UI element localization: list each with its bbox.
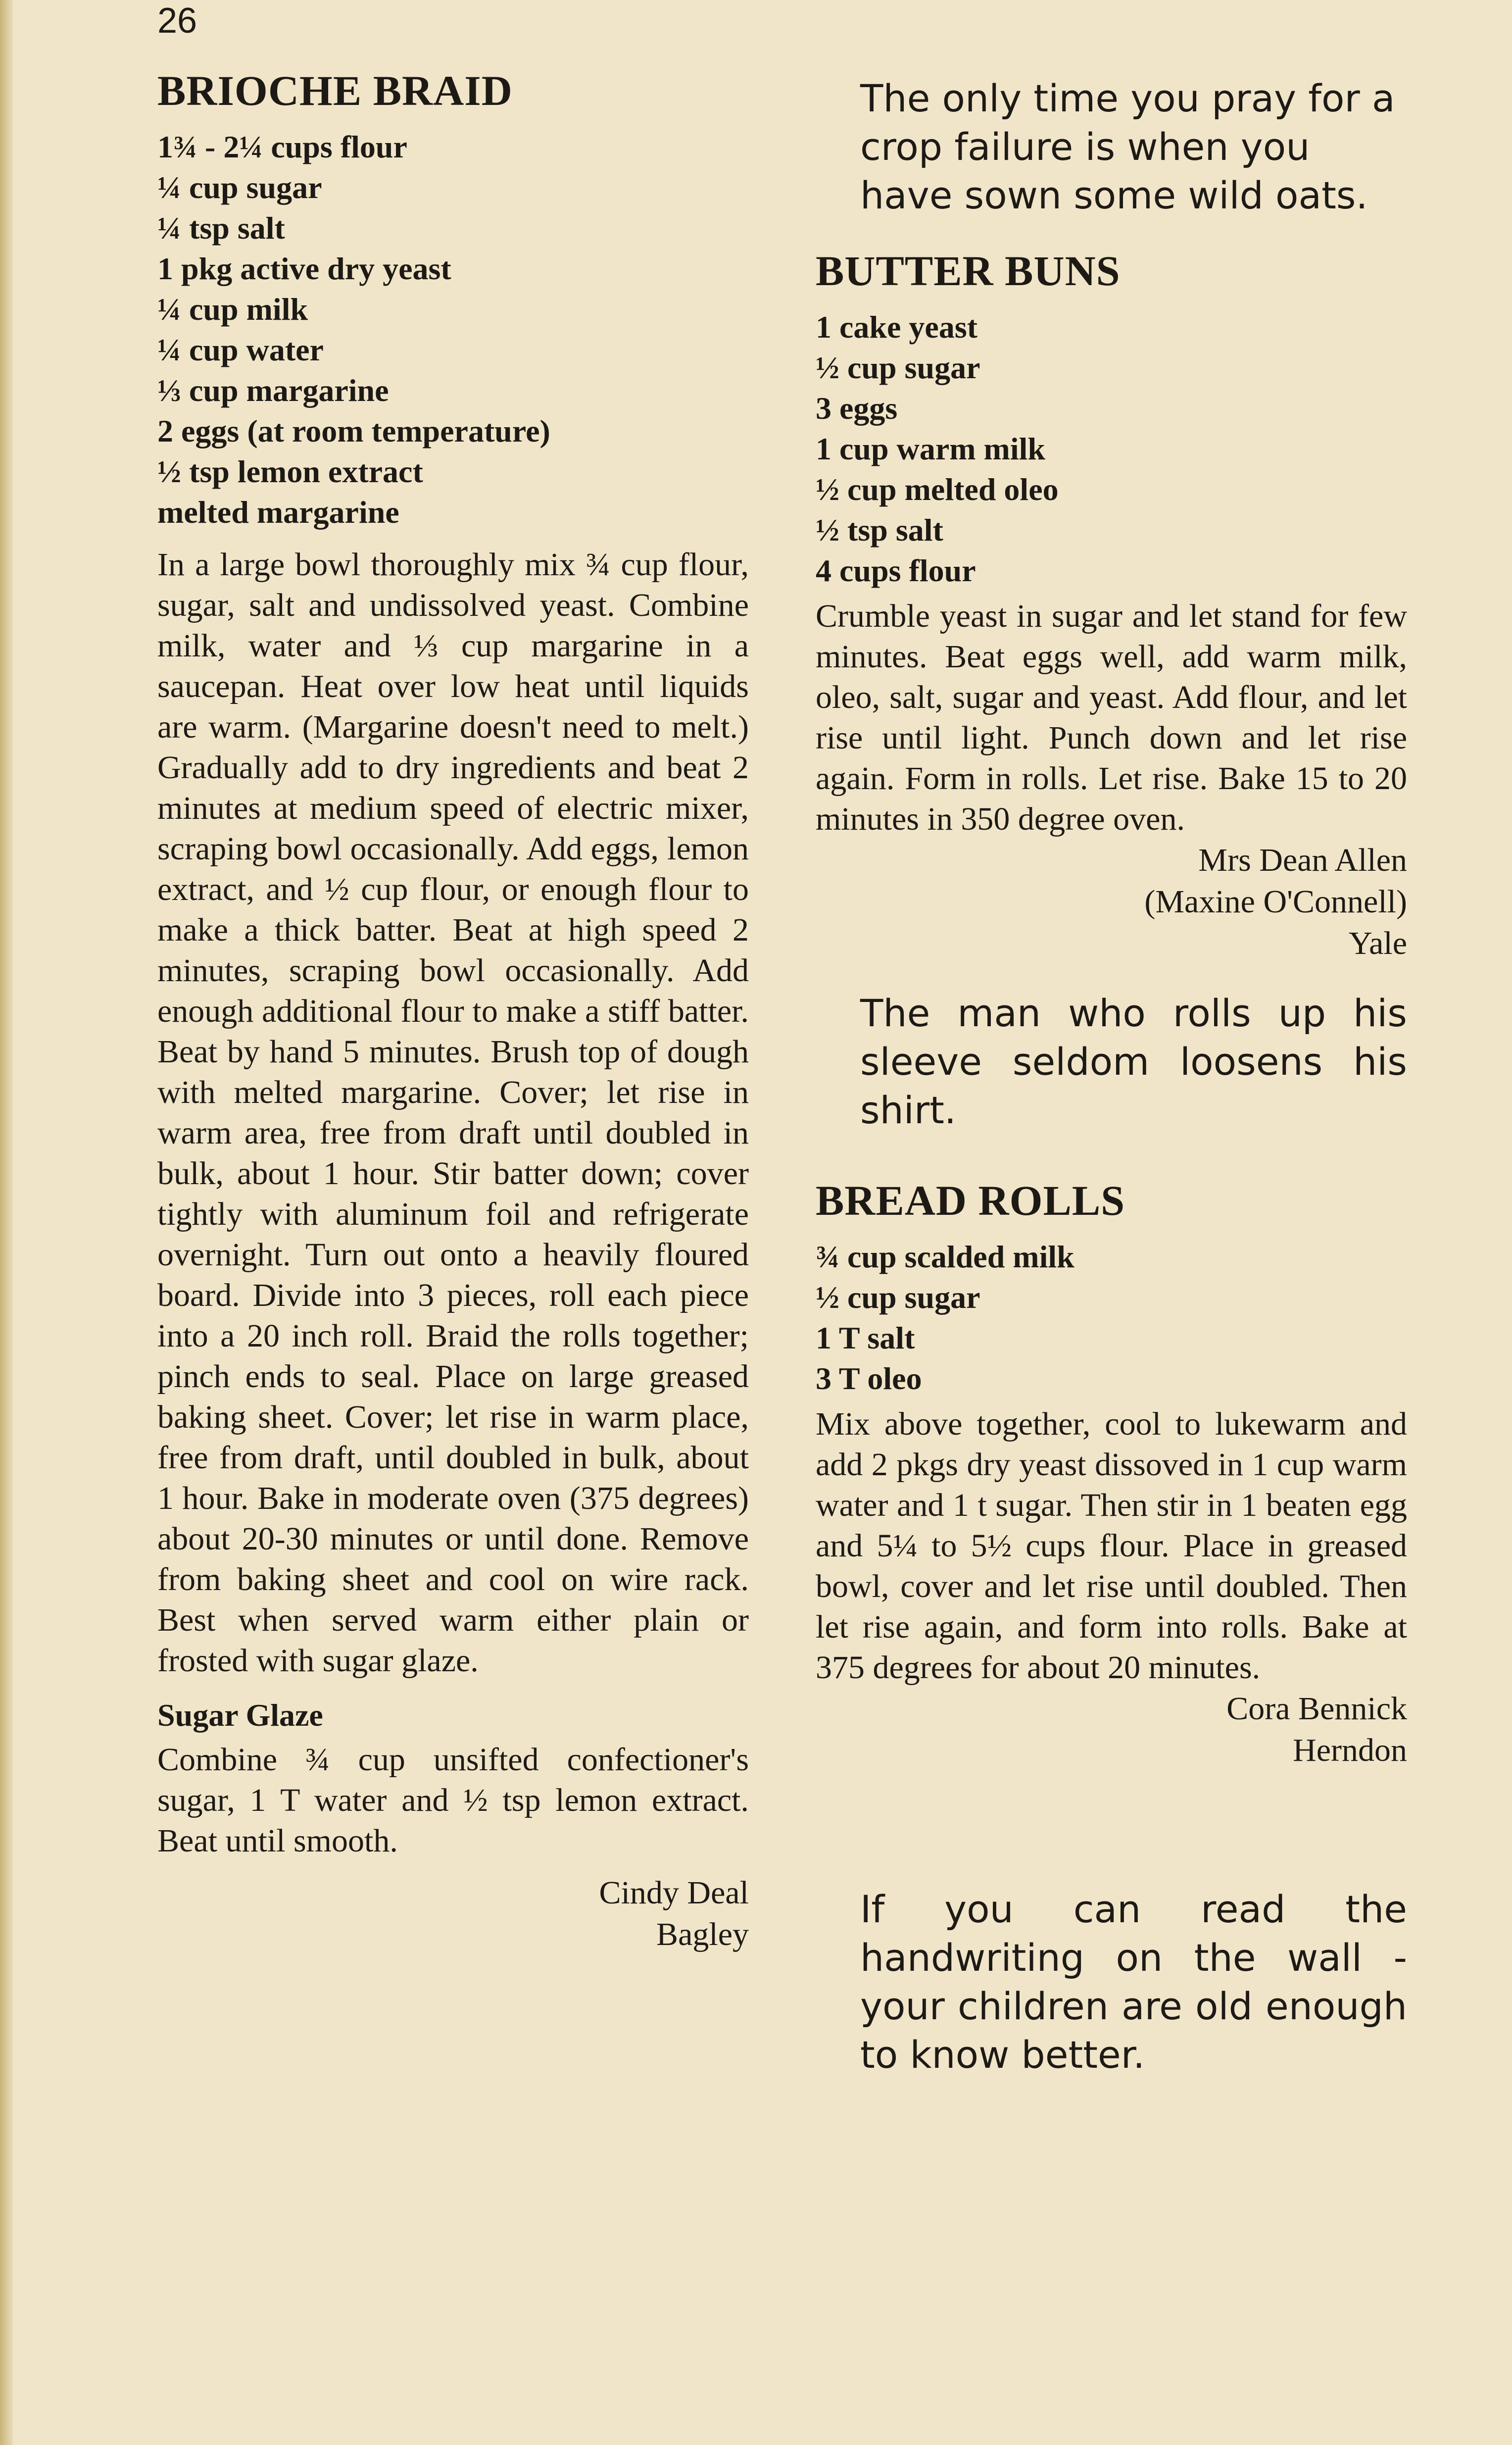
recipe-credit [816, 1688, 1407, 1771]
ingredient: ½ cup melted oleo [816, 472, 1059, 507]
recipe-instructions: In a large bowl thoroughly mix ¾ cup flour, sugar, salt and undissolved yeast. Combine milk, water and ⅓ cup margarine in a saucepan. Heat over low heat until liquids are warm. (Margarine doesn't need to melt.) Gradually add to dry ingredients and beat 2 minutes at medium speed of electric mixer, scraping bowl occasionally. Add eggs, lemon extract, and ½ cup flour, or enough flour to make a thick batter. Beat at high speed 2 minutes, scraping bowl occasionally. Add enough additional flour to make a stiff batter. Beat by hand 5 minutes. Brush top of dough with melted margarine. Cover; let rise in warm area, free from draft until doubled in bulk, about 1 hour. Stir batter down; cover tightly with aluminum foil and refrigerate overnight. Turn out onto a heavily floured board. Divide into 3 pieces, roll each piece into a 20 inch roll. Braid the rolls together; pinch ends to seal. Place on large greased baking sheet. Cover; let rise in warm place, free from draft, until doubled in bulk, about 1 hour. Bake in moderate oven (375 degrees) about 20-30 minutes or until done. Remove from baking sheet and cool on wire rack. Best when served warm either plain or frosted with sugar glaze. [157, 547, 749, 1679]
credit-name: Cora Bennick [1226, 1691, 1407, 1727]
ingredient: 1 T salt [816, 1320, 915, 1355]
right-column [816, 74, 1407, 2079]
ingredient: ¼ tsp salt [157, 210, 285, 246]
recipe-title: BREAD ROLLS [816, 1177, 1125, 1224]
recipe-title: BUTTER BUNS [816, 247, 1121, 295]
recipe-bread-rolls [816, 1179, 1407, 1771]
ingredient: ½ cup sugar [816, 350, 980, 385]
left-column [157, 69, 749, 1955]
recipe-instructions: Mix above together, cool to lukewarm and add 2 pkgs dry yeast dissoved in 1 cup warm water and 1 t sugar. Then stir in 1 beaten egg and 5¼ to 5½ cups flour. Place in greased bowl, cover and let rise until doubled. Then let rise again, and form into rolls. Bake at 375 degrees for about 20 minutes. [816, 1406, 1407, 1686]
ingredient-list [816, 307, 1407, 591]
ingredient-list [157, 127, 749, 533]
credit-name: Cindy Deal [599, 1875, 749, 1911]
ingredient: ¼ cup water [157, 332, 324, 367]
recipe-butter-buns [816, 249, 1407, 964]
credit-town: Herndon [1293, 1732, 1407, 1768]
ingredient: 1 cup warm milk [816, 431, 1045, 466]
recipe-credit [157, 1872, 749, 1955]
page-binding-edge [0, 0, 13, 2445]
ingredient: 1¾ - 2¼ cups flour [157, 129, 407, 164]
ingredient: ½ cup sugar [816, 1280, 980, 1315]
page-number: 26 [157, 1, 197, 41]
ingredient: melted margarine [157, 495, 399, 530]
ingredient: ⅓ cup margarine [157, 373, 389, 408]
ingredient: ½ tsp salt [816, 512, 943, 548]
ingredient: 2 eggs (at room temperature) [157, 413, 550, 449]
ingredient-list [816, 1237, 1407, 1399]
ingredient: ¾ cup scalded milk [816, 1239, 1074, 1274]
credit-town: Yale [1349, 925, 1407, 961]
recipe-brioche-braid [157, 69, 749, 1955]
recipe-title: BRIOCHE BRAID [157, 67, 513, 114]
saying-quote: The man who rolls up his sleeve seldom loosens his shirt. [860, 991, 1407, 1132]
saying-quote: The only time you pray for a crop failure is when you have sown some wild oats. [860, 76, 1395, 217]
ingredient: 1 pkg active dry yeast [157, 251, 451, 286]
recipe-instructions: Crumble yeast in sugar and let stand for few minutes. Beat eggs well, add warm milk, oleo, salt, sugar and yeast. Add flour, and let rise until light. Punch down and let rise again. Form in rolls. Let rise. Bake 15 to 20 minutes in 350 degree oven. [816, 598, 1407, 837]
glaze-title: Sugar Glaze [157, 1697, 323, 1733]
recipe-credit [816, 840, 1407, 964]
ingredient: 1 cake yeast [816, 309, 978, 345]
glaze-instructions: Combine ¾ cup unsifted confectioner's sugar, 1 T water and ½ tsp lemon extract. Beat until smooth. [157, 1742, 749, 1859]
ingredient: 3 T oleo [816, 1361, 922, 1396]
ingredient: 3 eggs [816, 391, 898, 426]
ingredient: ½ tsp lemon extract [157, 454, 423, 489]
credit-town: Bagley [656, 1916, 749, 1952]
ingredient: ¼ cup sugar [157, 170, 322, 205]
credit-name: Mrs Dean Allen [1198, 842, 1407, 878]
saying-quote: If you can read the handwriting on the wall - your children are old enough to know better. [860, 1887, 1407, 2077]
ingredient: 4 cups flour [816, 553, 976, 588]
ingredient: ¼ cup milk [157, 292, 308, 327]
credit-maiden-name: (Maxine O'Connell) [1144, 884, 1407, 920]
